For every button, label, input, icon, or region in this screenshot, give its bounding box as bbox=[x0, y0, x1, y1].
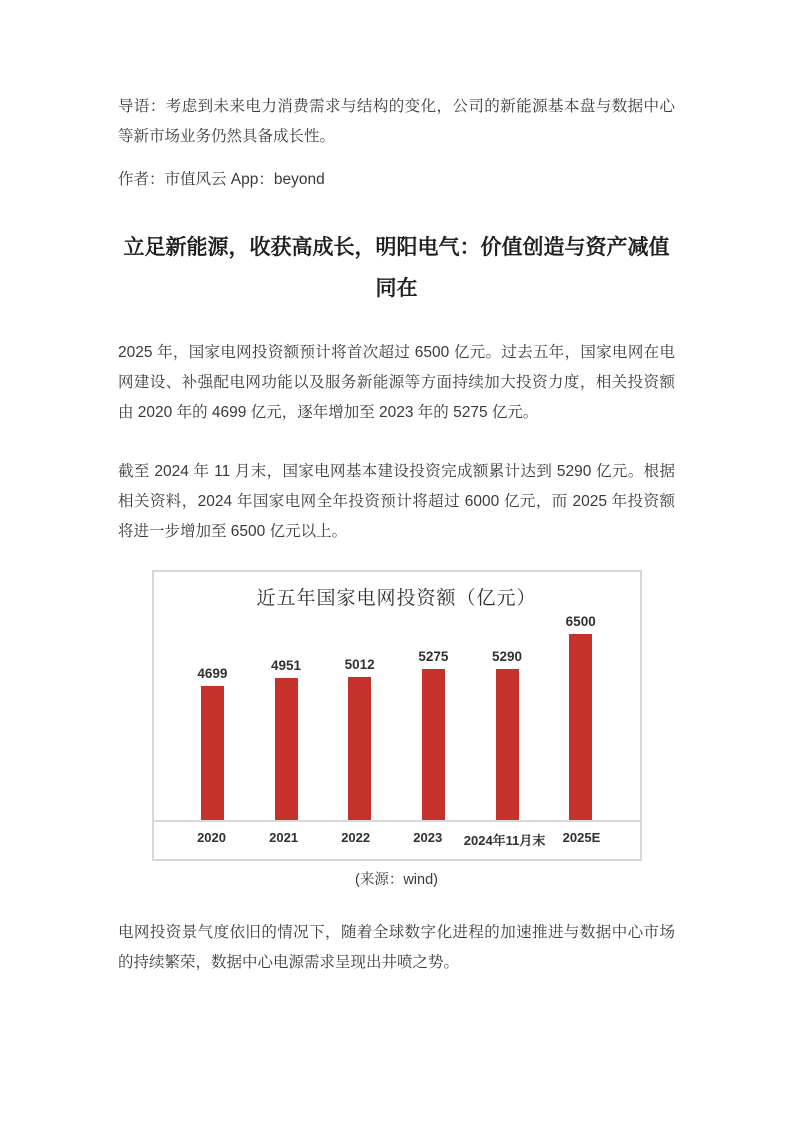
x-axis-label: 2020 bbox=[197, 830, 226, 845]
chart-x-axis-line bbox=[154, 820, 640, 822]
bar bbox=[569, 634, 592, 820]
chart-x-axis-labels bbox=[154, 830, 640, 849]
bar-data-label: 4699 bbox=[197, 666, 228, 681]
bar-data-label: 5012 bbox=[344, 657, 375, 672]
bar-slot-2024年11月末 bbox=[470, 649, 544, 820]
bar-data-label: 5275 bbox=[418, 649, 449, 664]
bar bbox=[496, 669, 519, 820]
bar-data-label: 4951 bbox=[270, 658, 302, 673]
x-axis-label: 2023 bbox=[413, 830, 443, 845]
bar-slot-2020 bbox=[176, 666, 250, 820]
x-axis-label: 2021 bbox=[269, 830, 299, 845]
x-axis-label: 2024年11月末 bbox=[463, 833, 546, 848]
document-content bbox=[118, 0, 675, 978]
bar bbox=[275, 678, 298, 820]
bar bbox=[348, 677, 371, 820]
bar-chart bbox=[152, 570, 642, 861]
body-paragraph-1: 2025 年，国家电网投资额预计将首次超过 6500 亿元。过去五年，国家电网在电网建设、补强配电网功能以及服务新能源等方面持续加大投资力度，相关投资额由 2020 年的 4699 亿元，逐年增加至 2023 年的 5275 亿元。 bbox=[118, 344, 675, 421]
body-paragraph-3: 电网投资景气度依旧的情况下，随着全球数字化进程的加速推进与数据中心市场的持续繁荣，数据中心电源需求呈现出井喷之势。 bbox=[118, 924, 675, 971]
x-axis-label: 2022 bbox=[341, 830, 371, 845]
chart-title: 近五年国家电网投资额（亿元） bbox=[256, 588, 537, 609]
body-paragraph-2: 截至 2024 年 11 月末，国家电网基本建设投资完成额累计达到 5290 亿元。根据相关资料，2024 年国家电网全年投资预计将超过 6000 亿元，而 2025 年投资额将进一步增加至 6500 亿元以上。 bbox=[118, 463, 675, 540]
author-line: 作者：市值风云 App：beyond bbox=[118, 171, 325, 188]
article-headline: 立足新能源，收获高成长，明阳电气：价值创造与资产减值同在 bbox=[123, 236, 670, 300]
bar-data-label: 6500 bbox=[565, 614, 596, 629]
bar-slot-2025E bbox=[544, 614, 618, 820]
bar-slot-2023 bbox=[397, 649, 471, 820]
bar-slot-2022 bbox=[323, 657, 397, 820]
bar bbox=[422, 669, 445, 820]
bar bbox=[201, 686, 224, 820]
chart-section bbox=[118, 570, 675, 889]
chart-plot-area bbox=[154, 609, 640, 820]
intro-paragraph: 导语：考虑到未来电力消费需求与结构的变化，公司的新能源基本盘与数据中心等新市场业务仍然具备成长性。 bbox=[118, 98, 675, 145]
chart-source-caption: (来源：wind) bbox=[355, 872, 438, 888]
bar-data-label: 5290 bbox=[492, 649, 523, 664]
bar-slot-2021 bbox=[249, 658, 323, 820]
x-axis-label: 2025E bbox=[562, 830, 601, 845]
